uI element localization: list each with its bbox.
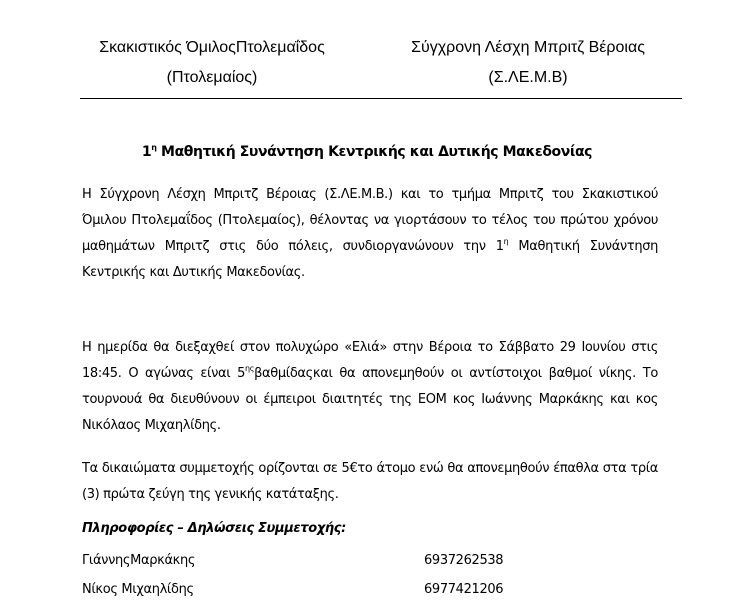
document-title (0, 144, 734, 160)
contact-name: ΓιάννηςΜαρκάκης (82, 553, 196, 568)
paragraph-event-details (82, 335, 658, 439)
header-left-abbrev: (Πτολεμαίος) (166, 69, 258, 86)
title-text: Μαθητική Συνάντηση Κεντρικής και Δυτικής Μακεδονίας (156, 144, 593, 160)
contacts-heading: Πληροφορίες – Δηλώσεις Συμμετοχής: (82, 521, 346, 536)
paragraph-intro (82, 182, 658, 286)
paragraph-event-text-end: βαθμίδαςκαι θα απονεμηθούν οι αντίστοιχοι βαθμοί νίκης. Το τουρνουά θα διευθύνουν οι έμπειροι διαιτητές της ΕΟΜ κος Ιωάννης Μαρκάκης και κος Νικόλαος Μιχαηλίδης. (82, 366, 658, 433)
header-right-name: Σύγχρονη Λέσχη Μπριτζ Βέροιας (411, 39, 645, 56)
ordinal-sup: ης (245, 364, 255, 373)
contact-phone: 6937262538 (424, 553, 504, 568)
header-left-organization (62, 33, 362, 93)
contact-row (82, 548, 562, 574)
paragraph-intro-text-end: Μαθητική Συνάντηση Κεντρικής και Δυτικής Μακεδονίας. (82, 239, 658, 280)
contact-row (82, 577, 562, 603)
title-number: 1 (141, 144, 152, 160)
header-right-organization (370, 33, 686, 93)
ordinal-sup: η (503, 237, 509, 246)
header-divider (80, 98, 682, 99)
contact-phone: 6977421206 (424, 582, 504, 597)
header-left-name: Σκακιστικός ΌμιλοςΠτολεμαΐδος (99, 39, 325, 56)
title-ordinal: η (151, 143, 157, 152)
contact-name: Νίκος Μιχαηλίδης (82, 582, 194, 597)
header-right-abbrev: (Σ.ΛΕ.Μ.Β) (488, 69, 568, 86)
paragraph-fees: Τα δικαιώματα συμμετοχής ορίζονται σε 5€το άτομο ενώ θα απονεμηθούν έπαθλα στα τρία (3) πρώτα ζεύγη της γενικής κατάταξης. (82, 461, 658, 502)
paragraph-intro-text: Η Σύγχρονη Λέσχη Μπριτζ Βέροιας (Σ.ΛΕ.Μ.Β.) και το τμήμα Μπριτζ του Σκακιστικού Όμιλου Πτολεμαΐδος (Πτολεμαίος), θέλοντας να γιορτάσουν το τέλος του πρώτου χρόνου μαθημάτων Μπριτζ στις δύο πόλεις, συνδιοργανώνουν την 1 (82, 187, 658, 254)
paragraph-event-text: Η ημερίδα θα διεξαχθεί στον πολυχώρο «Ελιά» στην Βέροια το Σάββατο 29 Ιουνίου στις 18:45. Ο αγώνας είναι 5 (82, 340, 658, 381)
